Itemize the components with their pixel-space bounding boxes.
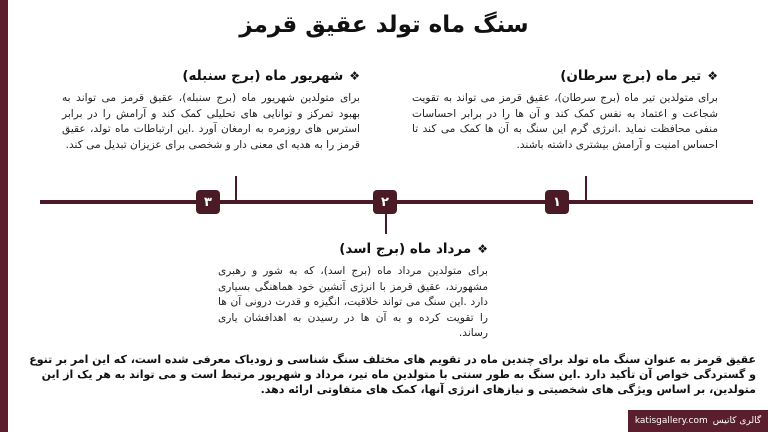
section-mordad [218, 241, 488, 342]
section-heading-text: تیر ماه (برج سرطان) [560, 68, 702, 84]
section-body: برای متولدین شهریور ماه (برج سنبله)، عقیق قرمز می تواند به بهبود تمرکز و توانایی های تحلیلی کمک کند و آرامش را در برابر استرس های روزمره به ارمغان آورد .این ارتباطات ماه تولد، عقیق قرمز را به هدیه ای معنی دار و شخصی برای عزیزان تبدیل می کند. [62, 92, 360, 151]
section-heading-text: شهریور ماه (برج سنبله) [182, 68, 344, 84]
footer-brand: گالری کاتیس [712, 416, 762, 426]
section-heading [218, 241, 488, 257]
footer-brand-bar[interactable] [628, 410, 768, 432]
section-heading [62, 68, 360, 84]
footer-url[interactable]: katisgallery.com [634, 416, 708, 426]
section-body: برای متولدین تیر ماه (برج سرطان)، عقیق قرمز می تواند به تقویت شجاعت و اعتماد به نفس کمک کند و آن ها را در برابر احساسات منفی محافظت نماید .انرژی گرم این سنگ به آن ها کمک می کند تا احساس امنیت و آرامش بیشتری داشته باشند. [412, 92, 718, 151]
section-heading-text: مرداد ماه (برج اسد) [339, 241, 472, 257]
section-body: برای متولدین مرداد ماه (برج اسد)، که به شور و رهبری مشهورند، عقیق قرمز با انرژی آتشین خود هماهنگی بسیاری دارد .این سنگ می تواند خلاقیت، انگیزه و قدرت درونی آن ها را تقویت کرده و به آن ها در رسیدن به اهدافشان یاری رساند. [218, 265, 488, 340]
timeline-stem [585, 176, 587, 200]
page-title: سنگ ماه تولد عقیق قرمز [239, 12, 529, 38]
timeline-marker-1: ۱ [545, 190, 569, 214]
section-heading [412, 68, 718, 84]
section-tir [412, 68, 718, 153]
diamond-bullet-icon: ❖ [349, 69, 360, 83]
diamond-bullet-icon: ❖ [707, 69, 718, 83]
diamond-bullet-icon: ❖ [477, 242, 488, 256]
timeline-stem [235, 176, 237, 200]
section-shahrivar [62, 68, 360, 153]
timeline-marker-3: ۳ [196, 190, 220, 214]
timeline-marker-2: ۲ [373, 190, 397, 214]
summary-paragraph: عقیق قرمز به عنوان سنگ ماه تولد برای چندین ماه در تقویم های مختلف سنگ شناسی و زودیاک معرفی شده است، که این امر بر تنوع و گستردگی خواص آن تأکید دارد .این سنگ به طور سنتی با متولدین ماه تیر، مرداد و شهریور مرتبط است و می تواند به هر یک از این متولدین، بر اساس ویژگی های شخصیتی و نیازهای انرژی آنها، کمک های متفاوتی ارائه دهد. [29, 353, 756, 396]
left-accent-bar [0, 0, 8, 432]
